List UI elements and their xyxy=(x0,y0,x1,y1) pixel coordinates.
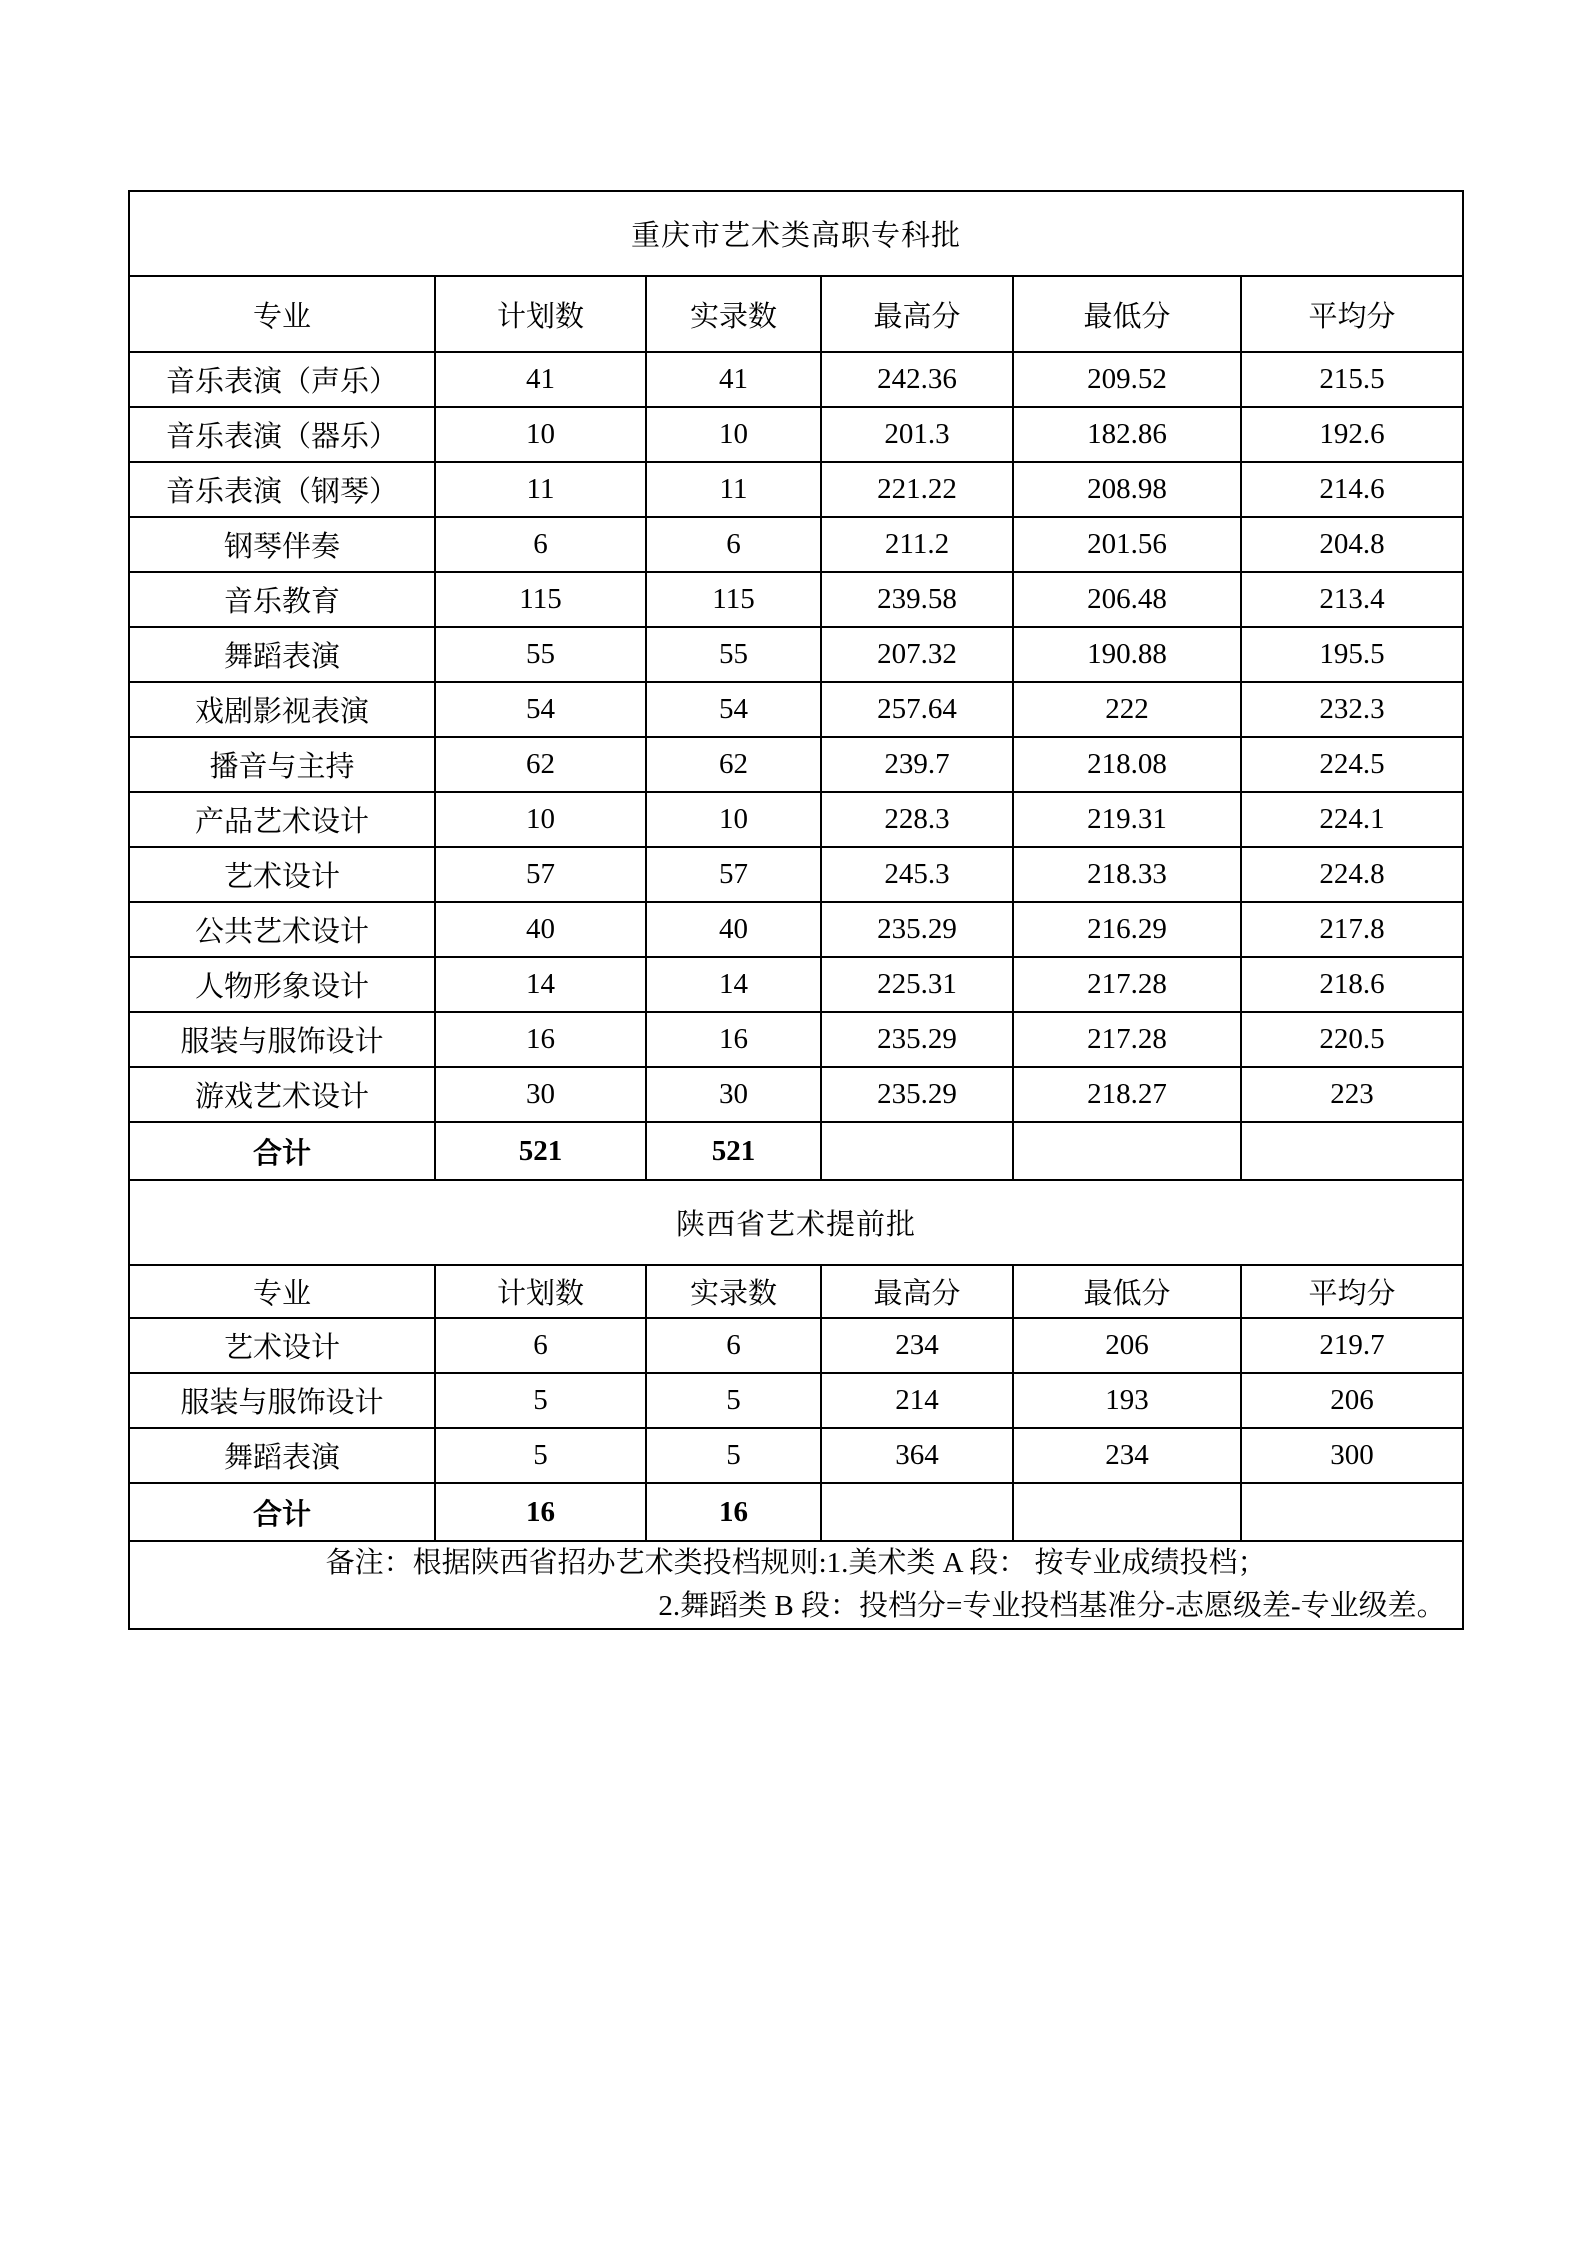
table-cell: 5 xyxy=(435,1373,646,1428)
table-cell: 播音与主持 xyxy=(129,737,435,792)
table-cell: 214 xyxy=(821,1373,1013,1428)
table-cell xyxy=(821,1122,1013,1180)
table-cell: 209.52 xyxy=(1013,352,1241,407)
table-cell: 242.36 xyxy=(821,352,1013,407)
table-cell: 16 xyxy=(435,1483,646,1541)
table-cell: 204.8 xyxy=(1241,517,1463,572)
table-cell: 6 xyxy=(646,1318,821,1373)
notes-section xyxy=(129,1541,1463,1629)
table-cell: 游戏艺术设计 xyxy=(129,1067,435,1122)
note-line-2: 2.舞蹈类 B 段：投档分=专业投档基准分-志愿级差-专业级差。 xyxy=(658,1590,1446,1622)
column-header-average-score: 平均分 xyxy=(1241,276,1463,352)
table-cell: 14 xyxy=(435,957,646,1012)
table2-body xyxy=(129,1318,1463,1541)
table-cell: 521 xyxy=(646,1122,821,1180)
table-cell: 195.5 xyxy=(1241,627,1463,682)
table-cell: 234 xyxy=(1013,1428,1241,1483)
table-cell: 216.29 xyxy=(1013,902,1241,957)
table-row xyxy=(129,902,1463,957)
table-cell: 235.29 xyxy=(821,1012,1013,1067)
table-cell: 6 xyxy=(646,517,821,572)
table-row xyxy=(129,407,1463,462)
table-cell: 245.3 xyxy=(821,847,1013,902)
table-cell: 218.6 xyxy=(1241,957,1463,1012)
column-header-major: 专业 xyxy=(129,276,435,352)
table-cell: 57 xyxy=(646,847,821,902)
total-row xyxy=(129,1122,1463,1180)
table-row xyxy=(129,627,1463,682)
table-cell: 207.32 xyxy=(821,627,1013,682)
table-cell: 人物形象设计 xyxy=(129,957,435,1012)
column-header-average-score: 平均分 xyxy=(1241,1265,1463,1318)
table-cell: 音乐表演（器乐） xyxy=(129,407,435,462)
table-cell: 41 xyxy=(435,352,646,407)
table-cell: 217.8 xyxy=(1241,902,1463,957)
table-cell: 215.5 xyxy=(1241,352,1463,407)
table-row xyxy=(129,352,1463,407)
table-cell: 219.7 xyxy=(1241,1318,1463,1373)
table-cell: 224.1 xyxy=(1241,792,1463,847)
table-cell xyxy=(1013,1122,1241,1180)
table-cell: 57 xyxy=(435,847,646,902)
table-cell: 30 xyxy=(646,1067,821,1122)
table-cell: 40 xyxy=(435,902,646,957)
table-cell: 合计 xyxy=(129,1483,435,1541)
table-cell: 41 xyxy=(646,352,821,407)
table-cell: 234 xyxy=(821,1318,1013,1373)
table-cell: 戏剧影视表演 xyxy=(129,682,435,737)
table1-header-row xyxy=(129,276,1463,352)
table-cell: 14 xyxy=(646,957,821,1012)
table-cell xyxy=(1241,1483,1463,1541)
column-header-major: 专业 xyxy=(129,1265,435,1318)
table-cell: 公共艺术设计 xyxy=(129,902,435,957)
table-row xyxy=(129,682,1463,737)
table-cell: 235.29 xyxy=(821,902,1013,957)
table-cell: 239.7 xyxy=(821,737,1013,792)
table-row xyxy=(129,572,1463,627)
column-header-enrolled-count: 实录数 xyxy=(646,1265,821,1318)
table-cell: 产品艺术设计 xyxy=(129,792,435,847)
table-row xyxy=(129,1428,1463,1483)
table-cell: 6 xyxy=(435,517,646,572)
table-row xyxy=(129,957,1463,1012)
table-row xyxy=(129,517,1463,572)
table-row xyxy=(129,1373,1463,1428)
table-cell: 222 xyxy=(1013,682,1241,737)
table-row xyxy=(129,737,1463,792)
table-cell: 218.08 xyxy=(1013,737,1241,792)
table2-header-row xyxy=(129,1265,1463,1318)
table-cell: 10 xyxy=(646,407,821,462)
table-cell: 300 xyxy=(1241,1428,1463,1483)
table-cell: 217.28 xyxy=(1013,1012,1241,1067)
table-cell: 208.98 xyxy=(1013,462,1241,517)
table-row xyxy=(129,847,1463,902)
table-cell: 舞蹈表演 xyxy=(129,1428,435,1483)
table-cell: 219.31 xyxy=(1013,792,1241,847)
table-cell: 艺术设计 xyxy=(129,1318,435,1373)
table-cell xyxy=(1241,1122,1463,1180)
table-cell: 217.28 xyxy=(1013,957,1241,1012)
table-cell: 257.64 xyxy=(821,682,1013,737)
table-row xyxy=(129,1318,1463,1373)
column-header-highest-score: 最高分 xyxy=(821,1265,1013,1318)
table-cell: 54 xyxy=(646,682,821,737)
table-row xyxy=(129,462,1463,517)
column-header-lowest-score: 最低分 xyxy=(1013,1265,1241,1318)
table-cell: 206.48 xyxy=(1013,572,1241,627)
table-cell: 16 xyxy=(646,1012,821,1067)
table-cell: 音乐表演（钢琴） xyxy=(129,462,435,517)
table-cell: 6 xyxy=(435,1318,646,1373)
table-cell: 223 xyxy=(1241,1067,1463,1122)
table-cell: 11 xyxy=(435,462,646,517)
table-cell: 5 xyxy=(435,1428,646,1483)
table-cell: 合计 xyxy=(129,1122,435,1180)
table-cell: 55 xyxy=(646,627,821,682)
table2-title: 陕西省艺术提前批 xyxy=(129,1180,1463,1265)
column-header-planned-count: 计划数 xyxy=(435,1265,646,1318)
table-cell: 55 xyxy=(435,627,646,682)
table-cell xyxy=(1013,1483,1241,1541)
table-cell: 11 xyxy=(646,462,821,517)
table-cell: 235.29 xyxy=(821,1067,1013,1122)
total-row xyxy=(129,1483,1463,1541)
table-cell: 201.56 xyxy=(1013,517,1241,572)
table-cell: 10 xyxy=(435,792,646,847)
table-cell: 239.58 xyxy=(821,572,1013,627)
table-cell: 54 xyxy=(435,682,646,737)
table-cell: 40 xyxy=(646,902,821,957)
table-cell: 201.3 xyxy=(821,407,1013,462)
table-cell: 192.6 xyxy=(1241,407,1463,462)
table-cell: 5 xyxy=(646,1428,821,1483)
table-cell: 10 xyxy=(646,792,821,847)
table-cell: 16 xyxy=(435,1012,646,1067)
table-cell: 钢琴伴奏 xyxy=(129,517,435,572)
table-cell: 206 xyxy=(1241,1373,1463,1428)
table-cell: 521 xyxy=(435,1122,646,1180)
table-cell: 220.5 xyxy=(1241,1012,1463,1067)
table-row xyxy=(129,792,1463,847)
table-cell: 115 xyxy=(646,572,821,627)
table-row xyxy=(129,1067,1463,1122)
table-cell: 232.3 xyxy=(1241,682,1463,737)
table-cell: 音乐表演（声乐） xyxy=(129,352,435,407)
table1-body xyxy=(129,352,1463,1180)
table-cell: 16 xyxy=(646,1483,821,1541)
column-header-lowest-score: 最低分 xyxy=(1013,276,1241,352)
notes-row xyxy=(129,1541,1463,1629)
admissions-score-table xyxy=(128,190,1464,1630)
table-cell: 213.4 xyxy=(1241,572,1463,627)
table-cell: 舞蹈表演 xyxy=(129,627,435,682)
table-cell: 211.2 xyxy=(821,517,1013,572)
table-cell xyxy=(821,1483,1013,1541)
table-cell: 服装与服饰设计 xyxy=(129,1373,435,1428)
table-cell: 服装与服饰设计 xyxy=(129,1012,435,1067)
table-cell: 221.22 xyxy=(821,462,1013,517)
table-cell: 190.88 xyxy=(1013,627,1241,682)
table-cell: 364 xyxy=(821,1428,1013,1483)
table-cell: 218.33 xyxy=(1013,847,1241,902)
table-cell: 5 xyxy=(646,1373,821,1428)
table-cell: 音乐教育 xyxy=(129,572,435,627)
table2-title-row xyxy=(129,1180,1463,1265)
table-row xyxy=(129,1012,1463,1067)
table-cell: 艺术设计 xyxy=(129,847,435,902)
table-cell: 228.3 xyxy=(821,792,1013,847)
table-cell: 62 xyxy=(435,737,646,792)
table1-title: 重庆市艺术类高职专科批 xyxy=(129,191,1463,276)
table-cell: 206 xyxy=(1013,1318,1241,1373)
table-cell: 224.8 xyxy=(1241,847,1463,902)
table-cell: 10 xyxy=(435,407,646,462)
column-header-enrolled-count: 实录数 xyxy=(646,276,821,352)
table-cell: 193 xyxy=(1013,1373,1241,1428)
table-cell: 62 xyxy=(646,737,821,792)
table-cell: 225.31 xyxy=(821,957,1013,1012)
table-cell: 214.6 xyxy=(1241,462,1463,517)
table-cell: 30 xyxy=(435,1067,646,1122)
table-cell: 115 xyxy=(435,572,646,627)
table-cell: 182.86 xyxy=(1013,407,1241,462)
column-header-planned-count: 计划数 xyxy=(435,276,646,352)
table-cell: 224.5 xyxy=(1241,737,1463,792)
note-line-1: 备注：根据陕西省招办艺术类投档规则:1.美术类 A 段： 按专业成绩投档； xyxy=(325,1547,1267,1579)
table1-title-row xyxy=(129,191,1463,276)
table-cell: 218.27 xyxy=(1013,1067,1241,1122)
column-header-highest-score: 最高分 xyxy=(821,276,1013,352)
